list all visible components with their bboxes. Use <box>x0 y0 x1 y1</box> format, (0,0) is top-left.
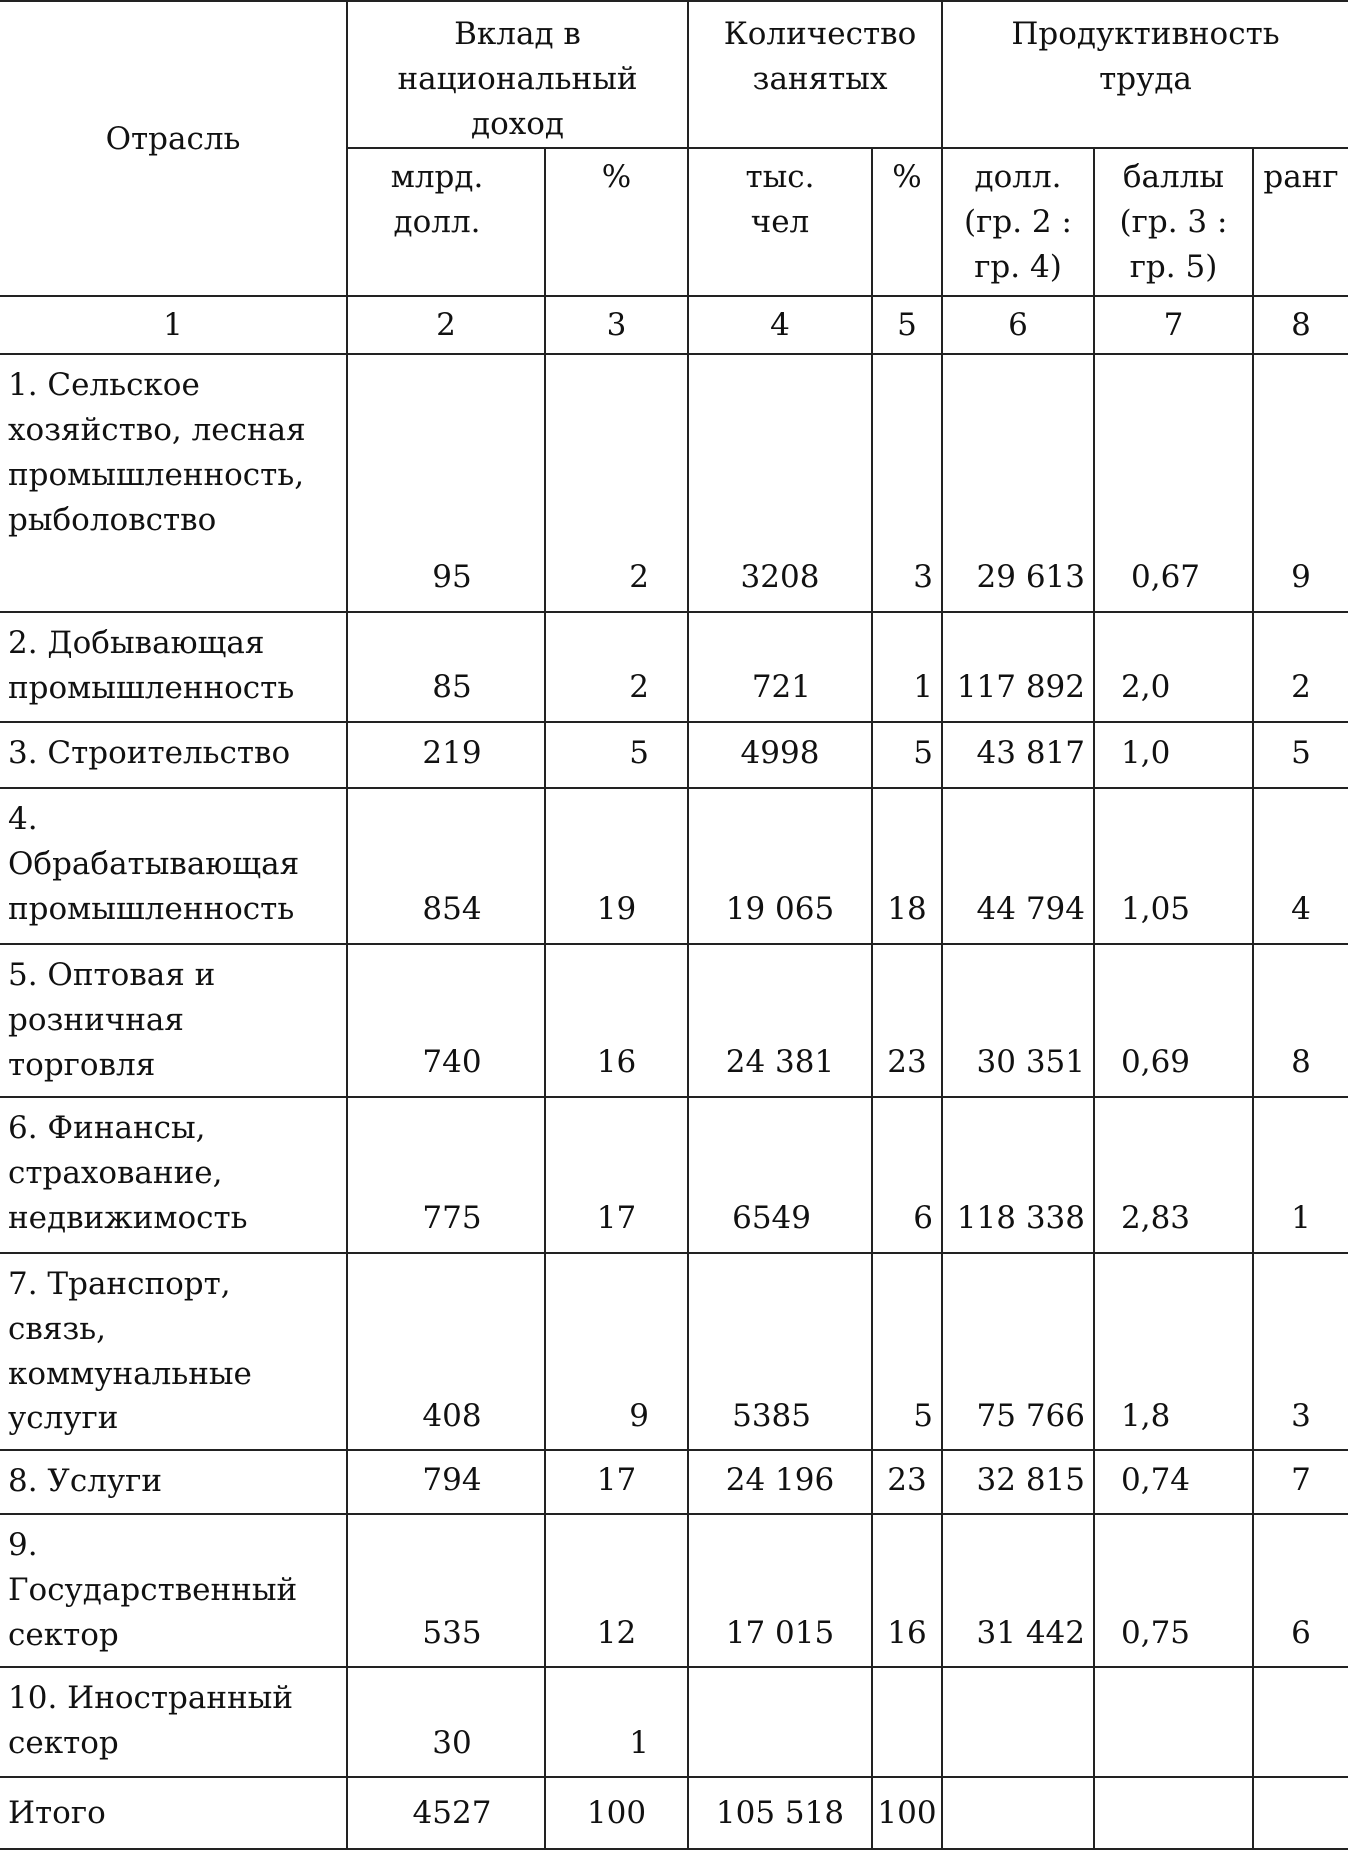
table-row <box>0 1450 1348 1514</box>
cell-bln-usd: 408 <box>347 1253 545 1451</box>
subheader-rank: ранг <box>1253 148 1348 296</box>
cell-pct-employed <box>872 1667 942 1777</box>
col-number: 5 <box>872 296 942 354</box>
header-contribution: Вклад в национальный доход <box>347 1 688 148</box>
cell-score: 1,0 <box>1094 722 1253 788</box>
cell-thous-people: 4998 <box>688 722 872 788</box>
cell-bln-usd: 740 <box>347 944 545 1097</box>
cell-thous-people: 721 <box>688 612 872 722</box>
cell-score: 1,8 <box>1094 1253 1253 1451</box>
row-sector-name: 5. Оптовая и розничная торговля <box>0 944 347 1097</box>
cell-bln-usd: 775 <box>347 1097 545 1253</box>
cell-pct-employed: 6 <box>872 1097 942 1253</box>
table-row <box>0 1514 1348 1667</box>
cell-score <box>1094 1667 1253 1777</box>
cell-pct-income: 5 <box>545 722 688 788</box>
cell-usd: 30 351 <box>942 944 1094 1097</box>
header-sector-label: Отрасль <box>105 120 241 157</box>
cell-rank: 9 <box>1253 354 1348 612</box>
table-row-total <box>0 1777 1348 1849</box>
cell-score: 2,83 <box>1094 1097 1253 1253</box>
row-sector-name: 2. Добывающая промышленность <box>0 612 347 722</box>
cell-rank <box>1253 1667 1348 1777</box>
cell-rank: 4 <box>1253 788 1348 944</box>
cell-score: 0,69 <box>1094 944 1253 1097</box>
cell-pct-employed: 23 <box>872 944 942 1097</box>
cell-bln-usd: 95 <box>347 354 545 612</box>
table-row <box>0 1097 1348 1253</box>
cell-thous-people: 5385 <box>688 1253 872 1451</box>
cell-usd: 29 613 <box>942 354 1094 612</box>
cell-score <box>1094 1777 1253 1849</box>
row-sector-name: Итого <box>0 1777 347 1849</box>
cell-thous-people: 24 381 <box>688 944 872 1097</box>
cell-rank: 8 <box>1253 944 1348 1097</box>
cell-bln-usd: 535 <box>347 1514 545 1667</box>
row-sector-name: 8. Услуги <box>0 1450 347 1514</box>
cell-thous-people: 17 015 <box>688 1514 872 1667</box>
cell-pct-employed: 5 <box>872 1253 942 1451</box>
row-sector-name: 4. Обрабатывающая промышленность <box>0 788 347 944</box>
cell-usd: 75 766 <box>942 1253 1094 1451</box>
cell-pct-income: 9 <box>545 1253 688 1451</box>
cell-pct-employed: 18 <box>872 788 942 944</box>
table-row <box>0 788 1348 944</box>
header-productivity: Продуктивность труда <box>942 1 1348 148</box>
cell-usd: 117 892 <box>942 612 1094 722</box>
cell-pct-employed: 1 <box>872 612 942 722</box>
cell-usd: 31 442 <box>942 1514 1094 1667</box>
cell-thous-people <box>688 1667 872 1777</box>
cell-usd <box>942 1667 1094 1777</box>
cell-pct-employed: 3 <box>872 354 942 612</box>
col-number: 2 <box>347 296 545 354</box>
cell-pct-income: 1 <box>545 1667 688 1777</box>
subheader-score: баллы (гр. 3 : гр. 5) <box>1094 148 1253 296</box>
cell-rank <box>1253 1777 1348 1849</box>
cell-bln-usd: 794 <box>347 1450 545 1514</box>
row-sector-name: 9. Государственный сектор <box>0 1514 347 1667</box>
cell-score: 2,0 <box>1094 612 1253 722</box>
cell-score: 0,74 <box>1094 1450 1253 1514</box>
col-number: 1 <box>0 296 347 354</box>
cell-bln-usd: 30 <box>347 1667 545 1777</box>
cell-score: 0,67 <box>1094 354 1253 612</box>
col-number: 3 <box>545 296 688 354</box>
cell-score: 0,75 <box>1094 1514 1253 1667</box>
cell-rank: 7 <box>1253 1450 1348 1514</box>
cell-usd: 32 815 <box>942 1450 1094 1514</box>
cell-pct-employed: 16 <box>872 1514 942 1667</box>
cell-score: 1,05 <box>1094 788 1253 944</box>
cell-bln-usd: 854 <box>347 788 545 944</box>
cell-bln-usd: 219 <box>347 722 545 788</box>
subheader-thous-people: тыс. чел <box>688 148 872 296</box>
col-number: 6 <box>942 296 1094 354</box>
table-row <box>0 1667 1348 1777</box>
col-number: 4 <box>688 296 872 354</box>
cell-pct-income: 17 <box>545 1097 688 1253</box>
cell-pct-employed: 23 <box>872 1450 942 1514</box>
subheader-pct-employed: % <box>872 148 942 296</box>
header-employed: Количество занятых <box>688 1 942 148</box>
cell-rank: 6 <box>1253 1514 1348 1667</box>
cell-rank: 2 <box>1253 612 1348 722</box>
row-sector-name: 6. Финансы, страхование, недвижимость <box>0 1097 347 1253</box>
cell-rank: 1 <box>1253 1097 1348 1253</box>
cell-usd: 43 817 <box>942 722 1094 788</box>
cell-pct-income: 2 <box>545 612 688 722</box>
cell-thous-people: 105 518 <box>688 1777 872 1849</box>
row-sector-name: 1. Сельское хозяйство, лесная промышленность, рыболовство <box>0 354 347 612</box>
cell-rank: 5 <box>1253 722 1348 788</box>
cell-pct-income: 2 <box>545 354 688 612</box>
cell-pct-employed: 100 <box>872 1777 942 1849</box>
cell-thous-people: 24 196 <box>688 1450 872 1514</box>
subheader-pct-income: % <box>545 148 688 296</box>
cell-bln-usd: 85 <box>347 612 545 722</box>
cell-bln-usd: 4527 <box>347 1777 545 1849</box>
header-sector <box>0 1 347 296</box>
cell-thous-people: 6549 <box>688 1097 872 1253</box>
subheader-usd: долл. (гр. 2 : гр. 4) <box>942 148 1094 296</box>
table-row <box>0 354 1348 612</box>
col-number: 8 <box>1253 296 1348 354</box>
cell-thous-people: 19 065 <box>688 788 872 944</box>
cell-usd <box>942 1777 1094 1849</box>
row-sector-name: 10. Иностранный сектор <box>0 1667 347 1777</box>
cell-usd: 44 794 <box>942 788 1094 944</box>
row-sector-name: 7. Транспорт, связь, коммунальные услуги <box>0 1253 347 1451</box>
table-row <box>0 722 1348 788</box>
cell-usd: 118 338 <box>942 1097 1094 1253</box>
table-row <box>0 1253 1348 1451</box>
cell-pct-income: 12 <box>545 1514 688 1667</box>
cell-pct-income: 16 <box>545 944 688 1097</box>
row-sector-name: 3. Строительство <box>0 722 347 788</box>
cell-pct-income: 17 <box>545 1450 688 1514</box>
cell-pct-income: 100 <box>545 1777 688 1849</box>
cell-pct-income: 19 <box>545 788 688 944</box>
cell-thous-people: 3208 <box>688 354 872 612</box>
cell-pct-employed: 5 <box>872 722 942 788</box>
subheader-bln-usd: млрд. долл. <box>347 148 545 296</box>
table-row <box>0 944 1348 1097</box>
table-row <box>0 612 1348 722</box>
cell-rank: 3 <box>1253 1253 1348 1451</box>
col-number: 7 <box>1094 296 1253 354</box>
